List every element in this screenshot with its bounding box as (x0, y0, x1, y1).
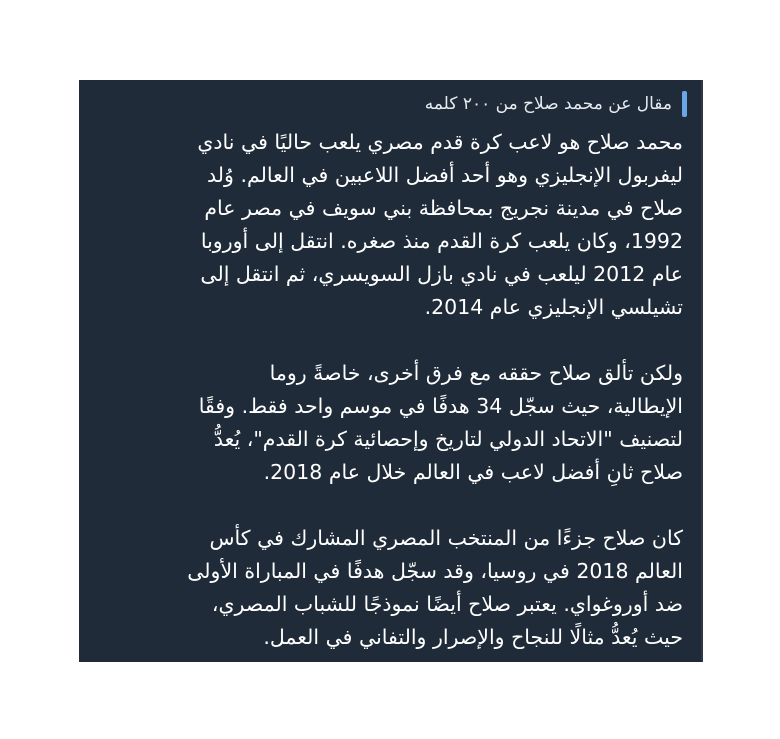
text-line: الإيطالية، حيث سجّل 34 هدفًا في موسم واحد فقط. وفقًا (198, 394, 683, 418)
card-title: مقال عن محمد صلاح من ٢٠٠ كلمه (424, 94, 672, 114)
text-line: كان صلاح جزءًا من المنتخب المصري المشارك في كأس (209, 526, 683, 550)
text-line: لتصنيف "الاتحاد الدولي لتاريخ وإحصائية كرة القدم"، يُعدُّ (213, 427, 683, 451)
text-line: ضد أوروغواي. يعتبر صلاح أيضًا نموذجًا للشباب المصري، (211, 592, 683, 616)
text-line: صلاح ثانِ أفضل لاعب في العالم خلال عام 2018. (263, 460, 683, 484)
text-line: ولكن تألق صلاح حققه مع فرق أخرى، خاصةً روما (269, 361, 683, 385)
article-body (93, 126, 683, 654)
card-header (99, 90, 687, 118)
quote-accent-bar (682, 91, 687, 117)
paragraph-3 (93, 522, 683, 654)
paragraph-2 (93, 357, 683, 489)
message-card (79, 80, 701, 662)
scroll-edge (701, 80, 703, 662)
text-line: صلاح في مدينة نجريج بمحافظة بني سويف في مصر عام (204, 196, 683, 220)
text-line: حيث يُعدُّ مثالًا للنجاح والإصرار والتفاني في العمل. (263, 625, 683, 649)
text-line: محمد صلاح هو لاعب كرة قدم مصري يلعب حاليًا في نادي (197, 130, 683, 154)
text-line: ليفربول الإنجليزي وهو أحد أفضل اللاعبين في العالم. وُلد (207, 163, 683, 187)
text-line: عام 2012 ليلعب في نادي بازل السويسري، ثم انتقل إلى (200, 262, 683, 286)
text-line: تشيلسي الإنجليزي عام 2014. (424, 295, 683, 319)
text-line: العالم 2018 في روسيا، وقد سجّل هدفًا في المباراة الأولى (187, 559, 683, 583)
text-line: 1992، وكان يلعب كرة القدم منذ صغره. انتقل إلى أوروبا (200, 229, 683, 253)
paragraph-1 (93, 126, 683, 324)
